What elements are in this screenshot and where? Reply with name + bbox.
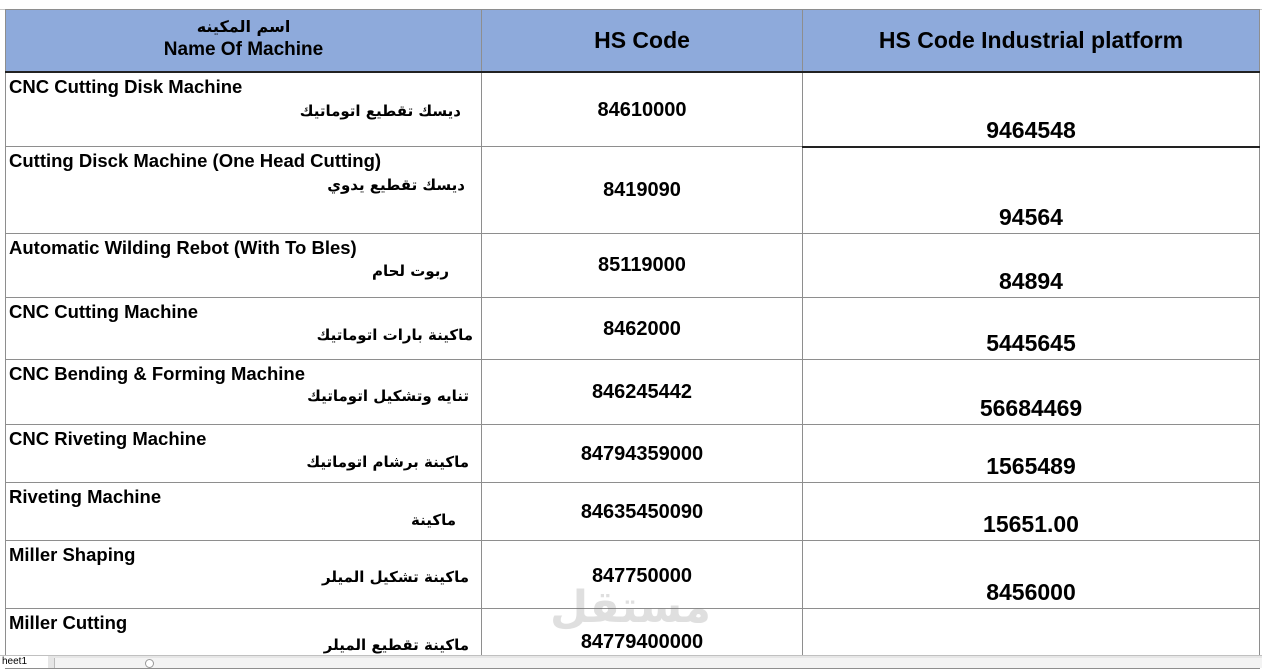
platform-code-cell[interactable]: [803, 541, 1260, 609]
hs-code-cell[interactable]: [482, 298, 803, 360]
hs-code-value: 84779400000: [580, 631, 704, 653]
machine-name-cell[interactable]: [6, 147, 482, 234]
table-row: [6, 360, 1260, 425]
machine-name-ar: ربوت لحام: [371, 262, 449, 280]
machine-name-en: CNC Cutting Disk Machine: [9, 75, 243, 97]
header-platform-label: HS Code Industrial platform: [878, 27, 1184, 54]
hs-code-cell[interactable]: [482, 147, 803, 234]
hs-code-cell[interactable]: [482, 234, 803, 298]
header-name-english: Name Of Machine: [163, 39, 324, 61]
machine-name-en: Cutting Disck Machine (One Head Cutting): [9, 150, 382, 171]
header-name-arabic: اسم المكينه: [196, 17, 291, 37]
hs-code-value: 84794359000: [580, 443, 704, 465]
machine-name-cell[interactable]: [6, 483, 482, 541]
watermark-logo: مستقل: [550, 582, 711, 633]
header-platform[interactable]: [803, 10, 1260, 72]
machine-name-ar: ديسك تقطيع اتوماتيك: [299, 101, 461, 120]
sheet-tabs-bar: [0, 655, 1262, 668]
machine-name-en: CNC Riveting Machine: [9, 428, 207, 449]
machine-name-cell[interactable]: [6, 234, 482, 298]
hs-code-cell[interactable]: [482, 360, 803, 425]
platform-code-cell[interactable]: [803, 234, 1260, 298]
machine-name-en: CNC Bending & Forming Machine: [9, 363, 305, 384]
platform-code-value: 9464548: [986, 116, 1076, 143]
platform-code-value: 94564: [999, 204, 1063, 230]
machine-name-cell[interactable]: [6, 360, 482, 425]
table-row: [6, 298, 1260, 360]
hs-code-cell[interactable]: [482, 425, 803, 483]
machine-name-cell[interactable]: [6, 72, 482, 147]
machine-name-ar: تنايه وتشكيل اتوماتيك: [307, 387, 469, 405]
machine-name-ar: ماكينة بارات اتوماتيك: [316, 326, 473, 344]
table-row: [6, 72, 1260, 147]
machine-name-en: Riveting Machine: [9, 486, 162, 507]
hs-code-value: 84610000: [597, 98, 687, 121]
hs-code-value: 84635450090: [580, 501, 704, 523]
hs-code-cell[interactable]: [482, 483, 803, 541]
machine-name-cell[interactable]: [6, 425, 482, 483]
platform-code-cell[interactable]: [803, 360, 1260, 425]
hs-code-value: 8462000: [603, 318, 681, 340]
hs-code-value: 85119000: [598, 254, 686, 276]
platform-code-value: 84894: [999, 268, 1063, 294]
table-row: [6, 425, 1260, 483]
machine-name-ar: ديسك تقطيع يدوي: [327, 176, 465, 194]
platform-code-cell[interactable]: [803, 425, 1260, 483]
machine-name-ar: ماكينة تقطيع الميلر: [323, 636, 469, 654]
hs-code-value: 847750000: [591, 565, 693, 587]
header-name-of-machine[interactable]: [6, 10, 482, 72]
header-hs-code[interactable]: [482, 10, 803, 72]
platform-code-value: 1565489: [986, 453, 1076, 479]
table-row: [6, 483, 1260, 541]
machine-name-en: Automatic Wilding Rebot (With To Bles): [9, 237, 357, 258]
table-row: [6, 234, 1260, 298]
platform-code-value: 5445645: [986, 330, 1076, 356]
machine-name-en: CNC Cutting Machine: [9, 301, 199, 322]
platform-code-value: 15651.00: [983, 511, 1079, 537]
platform-code-cell[interactable]: [803, 298, 1260, 360]
hs-code-value: 8419090: [603, 179, 681, 201]
header-row: [6, 10, 1260, 72]
hs-code-cell[interactable]: [482, 72, 803, 147]
machine-name-cell[interactable]: [6, 298, 482, 360]
spreadsheet-table: [5, 9, 1260, 669]
machine-name-en: Miller Cutting: [9, 612, 128, 633]
machine-name-ar: ماكينة تشكيل الميلر: [322, 568, 469, 586]
machine-name-ar: ماكينة برشام اتوماتيك: [306, 453, 469, 471]
machine-name-en: Miller Shaping: [9, 544, 136, 565]
machine-name-cell[interactable]: [6, 541, 482, 609]
platform-code-value: 56684469: [979, 395, 1083, 421]
hs-code-value: 846245442: [591, 381, 693, 403]
sheet-tab[interactable]: heet1: [0, 656, 48, 668]
platform-code-value: 8456000: [986, 579, 1076, 605]
table-row: [6, 147, 1260, 234]
platform-code-cell[interactable]: [803, 72, 1260, 147]
machine-name-ar: ماكينة: [411, 511, 456, 529]
header-hs-code-label: HS Code: [594, 27, 690, 54]
platform-code-cell[interactable]: [803, 147, 1260, 234]
platform-code-cell[interactable]: [803, 483, 1260, 541]
